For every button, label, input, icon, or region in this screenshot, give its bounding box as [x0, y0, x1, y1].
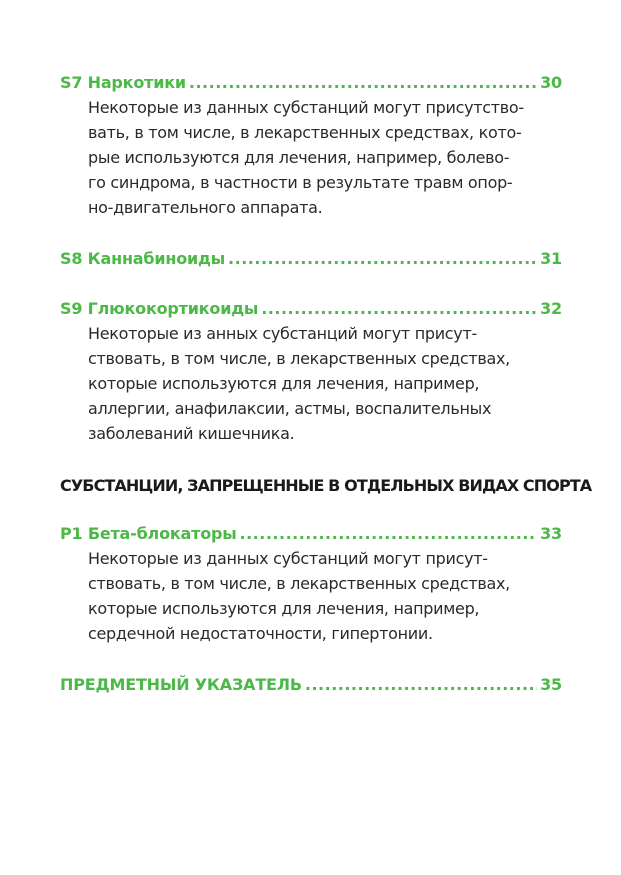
description-line: ствовать, в том числе, в лекарственных средствах,: [88, 349, 510, 368]
description-line: рые используются для лечения, например, болево-: [88, 148, 510, 167]
toc-entry-heading[interactable]: [60, 523, 562, 545]
toc-entry-heading[interactable]: [60, 298, 562, 320]
toc-entry-s7: [60, 72, 562, 220]
description-line: аллергии, анафилаксии, астмы, воспалительных: [88, 399, 492, 418]
toc-entry-heading[interactable]: [60, 248, 562, 270]
section-title: СУБСТАНЦИИ, ЗАПРЕЩЕННЫЕ В ОТДЕЛЬНЫХ ВИДАХ СПОРТА: [60, 476, 592, 495]
toc-entry-description: [88, 321, 562, 446]
description-line: Некоторые из анных субстанций могут присут-: [88, 324, 477, 343]
toc-page-number: 30: [540, 73, 562, 92]
toc-entry-description: [88, 546, 562, 646]
toc-page-number: 31: [540, 249, 562, 268]
toc-page-number: 32: [540, 299, 562, 318]
toc-entry-heading[interactable]: [60, 72, 562, 94]
toc-entry-title: P1 Бета-блокаторы: [60, 524, 237, 543]
description-line: го синдрома, в частности в результате травм опор-: [88, 173, 513, 192]
toc-page-number: 33: [540, 524, 562, 543]
description-line: ствовать, в том числе, в лекарственных средствах,: [88, 574, 510, 593]
toc-entry-title: S9 Глюкокортикоиды: [60, 299, 259, 318]
dot-leader: [240, 523, 538, 545]
toc-entry-index: [60, 674, 562, 696]
toc-entry-description: [88, 95, 562, 220]
toc-entry-heading[interactable]: [60, 674, 562, 696]
description-line: Некоторые из данных субстанций могут присутство-: [88, 98, 524, 117]
dot-leader: [189, 72, 537, 94]
dot-leader: [261, 298, 537, 320]
description-line: которые используются для лечения, например,: [88, 599, 480, 618]
toc-entry-title: S8 Каннабиноиды: [60, 249, 226, 268]
description-line: которые используются для лечения, например,: [88, 374, 480, 393]
description-line: заболеваний кишечника.: [88, 424, 295, 443]
description-line: Некоторые из данных субстанций могут присут-: [88, 549, 488, 568]
toc-entry-s8: [60, 248, 562, 270]
dot-leader: [228, 248, 537, 270]
description-line: вать, в том числе, в лекарственных средствах, кото-: [88, 123, 522, 142]
toc-entry-title: S7 Наркотики: [60, 73, 186, 92]
toc-entry-s9: [60, 298, 562, 446]
toc-page-number: 35: [540, 675, 562, 694]
description-line: сердечной недостаточности, гипертонии.: [88, 624, 433, 643]
description-line: но-двигательного аппарата.: [88, 198, 323, 217]
toc-entry-p1: [60, 523, 562, 646]
dot-leader: [305, 674, 537, 696]
toc-entry-title: ПРЕДМЕТНЫЙ УКАЗАТЕЛЬ: [60, 675, 302, 694]
